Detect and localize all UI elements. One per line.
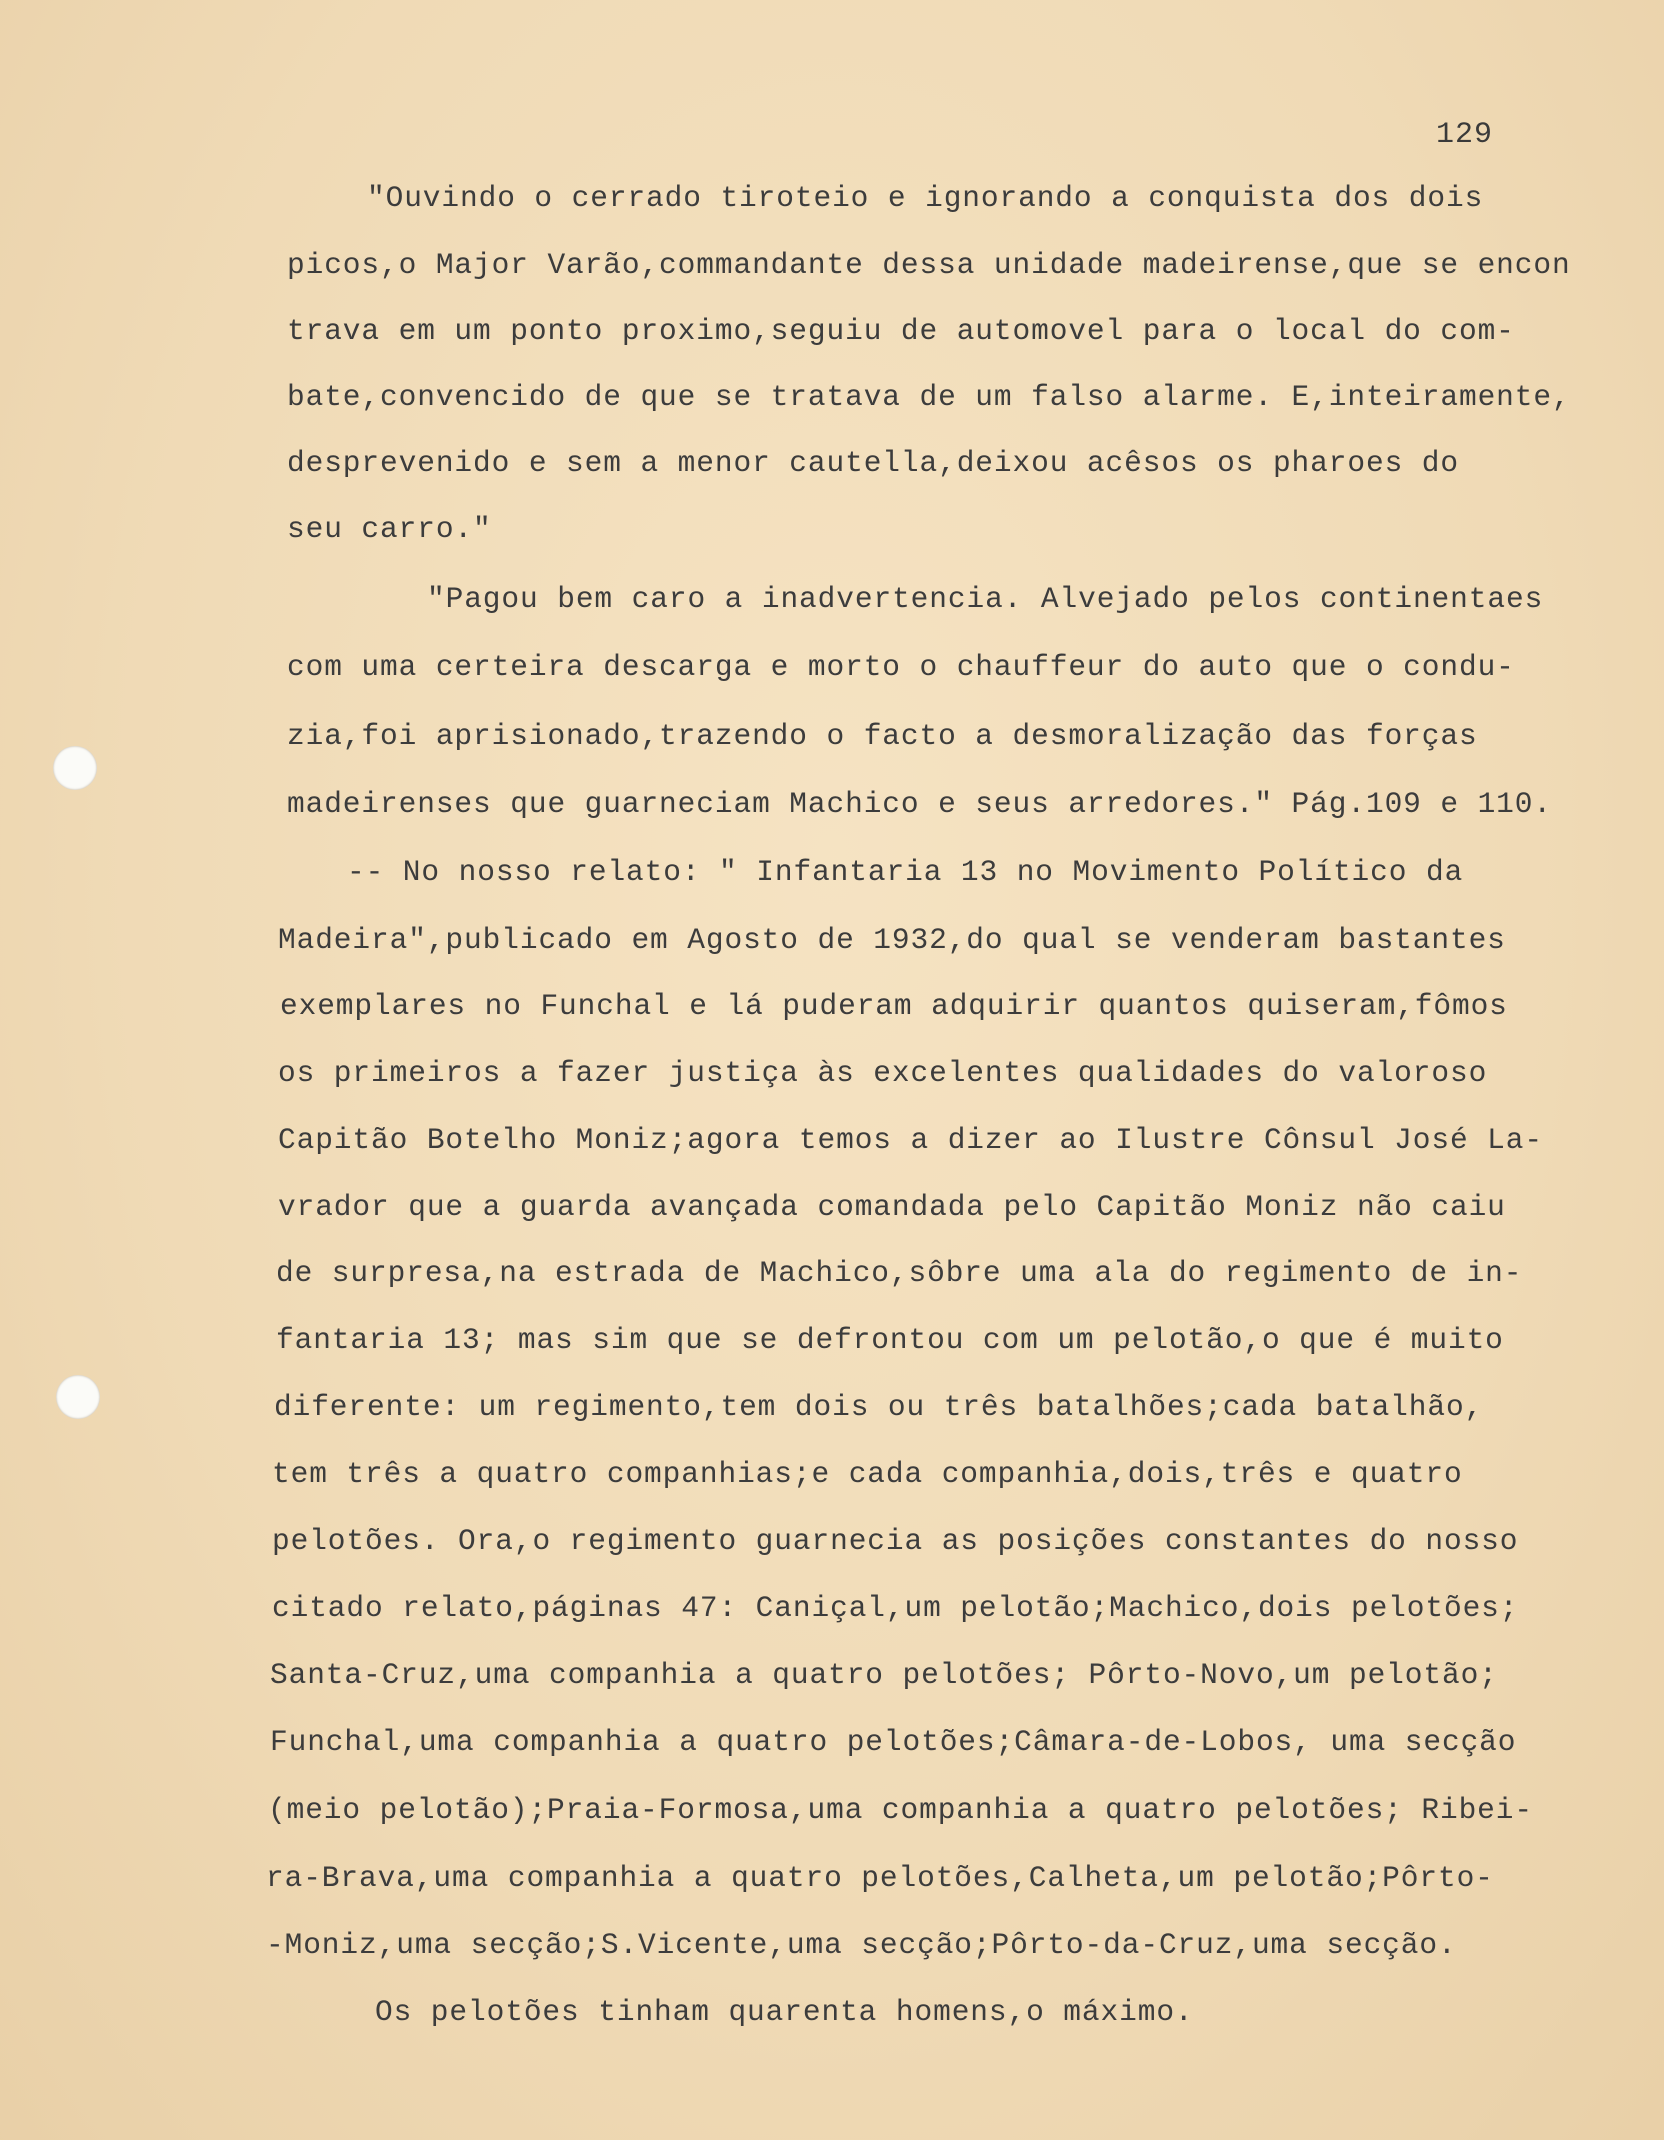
text-line: os primeiros a fazer justiça às excelentes qualidades do valoroso [278,1056,1488,1090]
text-line: Capitão Botelho Moniz;agora temos a dizer ao Ilustre Cônsul José La- [278,1123,1543,1157]
punch-hole [56,1375,100,1419]
text-line: de surpresa,na estrada de Machico,sôbre uma ala do regimento de in- [276,1256,1523,1290]
text-line: Madeira",publicado em Agosto de 1932,do qual se venderam bastantes [278,923,1506,957]
punch-hole [53,746,97,790]
text-line: pelotões. Ora,o regimento guarnecia as posições constantes do nosso [272,1524,1519,1558]
text-line: "Pagou bem caro a inadvertencia. Alvejado pelos continentaes [427,582,1544,616]
text-line: zia,foi aprisionado,trazendo o facto a desmoralização das forças [287,719,1478,753]
text-line: picos,o Major Varão,commandante dessa unidade madeirense,que se encon [287,248,1571,282]
text-line: madeirenses que guarneciam Machico e seus arredores." Pág.109 e 110. [287,787,1552,821]
text-line: citado relato,páginas 47: Caniçal,um pelotão;Machico,dois pelotões; [272,1591,1519,1625]
text-line: (meio pelotão);Praia-Formosa,uma companhia a quatro pelotões; Ribei- [268,1793,1533,1827]
text-line: "Ouvindo o cerrado tiroteio e ignorando a conquista dos dois [367,181,1484,215]
page-number: 129 [1436,118,1494,152]
text-line: com uma certeira descarga e morto o chauffeur do auto que o condu- [287,650,1515,684]
text-line: desprevenido e sem a menor cautella,deixou acêsos os pharoes do [287,446,1459,480]
text-line: tem três a quatro companhias;e cada companhia,dois,três e quatro [272,1457,1463,1491]
text-line: Os pelotões tinham quarenta homens,o máximo. [375,1995,1194,2029]
text-line: -- No nosso relato: " Infantaria 13 no Movimento Político da [347,855,1464,889]
text-line: -Moniz,uma secção;S.Vicente,uma secção;Pôrto-da-Cruz,uma secção. [266,1928,1457,1962]
text-line: diferente: um regimento,tem dois ou três batalhões;cada batalhão, [274,1390,1484,1424]
text-line: Santa-Cruz,uma companhia a quatro pelotões; Pôrto-Novo,um pelotão; [270,1658,1498,1692]
text-line: ra-Brava,uma companhia a quatro pelotões,Calheta,um pelotão;Pôrto- [266,1861,1494,1895]
text-line: bate,convencido de que se tratava de um falso alarme. E,inteiramente, [287,380,1571,414]
text-line: seu carro." [287,512,492,546]
text-line: exemplares no Funchal e lá puderam adquirir quantos quiseram,fômos [280,989,1508,1023]
text-line: trava em um ponto proximo,seguiu de automovel para o local do com- [287,314,1515,348]
text-line: fantaria 13; mas sim que se defrontou com um pelotão,o que é muito [276,1323,1504,1357]
text-line: vrador que a guarda avançada comandada pelo Capitão Moniz não caiu [278,1190,1506,1224]
text-line: Funchal,uma companhia a quatro pelotões;Câmara-de-Lobos, uma secção [270,1725,1517,1759]
